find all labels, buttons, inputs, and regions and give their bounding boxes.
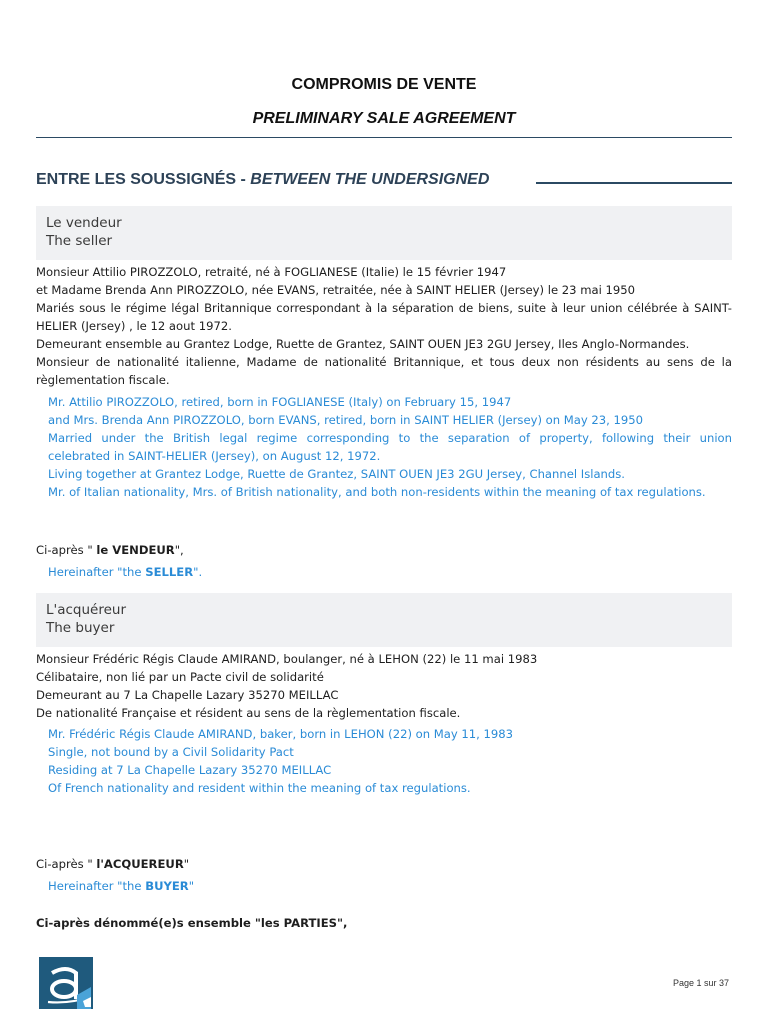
- seller-term: le VENDEUR: [96, 543, 175, 557]
- seller-hereafter-fr: [36, 541, 184, 559]
- text-line: règlementation fiscale.: [36, 373, 170, 387]
- hereafter-prefix: Ci-après ": [36, 857, 97, 871]
- buyer-hereafter-en: [48, 877, 194, 895]
- section-divider: [536, 182, 732, 184]
- text-line: Mr. of Italian nationality, Mrs. of British nationality, and both non-residents within the meaning of tax regulations.: [48, 485, 706, 499]
- hereafter-suffix: ".: [193, 565, 203, 579]
- hereafter-suffix: ": [188, 879, 195, 893]
- buyer-label-en: The buyer: [46, 620, 115, 636]
- document-page: [36, 0, 732, 1024]
- buyer-term-en: BUYER: [145, 879, 189, 893]
- text-line: De nationalité Française et résident au sens de la règlementation fiscale.: [36, 706, 461, 720]
- seller-label-box: [36, 206, 732, 260]
- text-line: Mr. Attilio PIROZZOLO, retired, born in FOGLIANESE (Italy) on February 15, 1947: [48, 395, 512, 409]
- document-title: COMPROMIS DE VENTE: [291, 76, 477, 93]
- hereafter-prefix: Ci-après ": [36, 543, 97, 557]
- hereafter-suffix: ",: [174, 543, 184, 557]
- seller-label-fr: Le vendeur: [46, 215, 122, 231]
- text-line: Of French nationality and resident within the meaning of tax regulations.: [48, 781, 471, 795]
- hereafter-suffix: ": [183, 857, 190, 871]
- text-line: Residing at 7 La Chapelle Lazary 35270 MEILLAC: [48, 763, 332, 777]
- buyer-label-box: [36, 593, 732, 647]
- text-line: Monsieur Attilio PIROZZOLO, retraité, né à FOGLIANESE (Italie) le 15 février 1947: [36, 265, 507, 279]
- buyer-description-en: [48, 725, 732, 797]
- buyer-hereafter-fr: [36, 855, 189, 873]
- section-heading-fr: ENTRE LES SOUSSIGNÉS -: [36, 171, 251, 188]
- text-line: Living together at Grantez Lodge, Ruette de Grantez, SAINT OUEN JE3 2GU Jersey, Channel Islands.: [48, 467, 625, 481]
- text-line: Demeurant ensemble au Grantez Lodge, Ruette de Grantez, SAINT OUEN JE3 2GU Jersey, Iles Anglo-Normandes.: [36, 337, 690, 351]
- seller-term-en: SELLER: [145, 565, 194, 579]
- section-heading: [36, 171, 536, 189]
- seller-description-en: [48, 393, 732, 501]
- text-line: Married under the British legal regime corresponding to the separation of property, following their union: [48, 431, 732, 445]
- hereafter-prefix: Hereinafter "the: [48, 565, 146, 579]
- page-number: Page 1 sur 37: [672, 978, 729, 988]
- seller-hereafter-en: [48, 563, 202, 581]
- text-line: Monsieur de nationalité italienne, Madame de nationalité Britannique, et tous deux non résidents au sens de la: [36, 355, 732, 369]
- text-line: Single, not bound by a Civil Solidarity Pact: [48, 745, 294, 759]
- text-line: Demeurant au 7 La Chapelle Lazary 35270 MEILLAC: [36, 688, 339, 702]
- text-line: and Mrs. Brenda Ann PIROZZOLO, born EVANS, retired, born in SAINT HELIER (Jersey) on May 23, 1950: [48, 413, 644, 427]
- seller-label-en: The seller: [46, 233, 113, 249]
- hereafter-prefix: Hereinafter "the: [48, 879, 146, 893]
- text-line: Mariés sous le régime légal Britannique correspondant à la séparation de biens, suite à leur union célébrée à SAINT-: [36, 301, 732, 315]
- text-line: Célibataire, non lié par un Pacte civil de solidarité: [36, 670, 324, 684]
- buyer-term: l'ACQUEREUR: [96, 857, 184, 871]
- section-heading-en: BETWEEN THE UNDERSIGNED: [250, 171, 490, 188]
- text-line: celebrated in SAINT-HELIER (Jersey), on August 12, 1972.: [48, 449, 381, 463]
- text-line: et Madame Brenda Ann PIROZZOLO, née EVANS, retraitée, née à SAINT HELIER (Jersey) le 23 mai 1950: [36, 283, 636, 297]
- text-line: HELIER (Jersey) , le 12 aout 1972.: [36, 319, 232, 333]
- buyer-description-fr: [36, 650, 732, 722]
- text-line: Mr. Frédéric Régis Claude AMIRAND, baker, born in LEHON (22) on May 11, 1983: [48, 727, 514, 741]
- text-line: Monsieur Frédéric Régis Claude AMIRAND, boulanger, né à LEHON (22) le 11 mai 1983: [36, 652, 538, 666]
- buyer-label-fr: L'acquéreur: [46, 602, 127, 618]
- seller-description-fr: [36, 263, 732, 389]
- parties-definition: Ci-après dénommé(e)s ensemble "les PARTIES",: [36, 916, 348, 930]
- document-subtitle: PRELIMINARY SALE AGREEMENT: [252, 110, 516, 127]
- title-divider: [36, 137, 732, 138]
- company-logo-icon: [39, 957, 93, 1009]
